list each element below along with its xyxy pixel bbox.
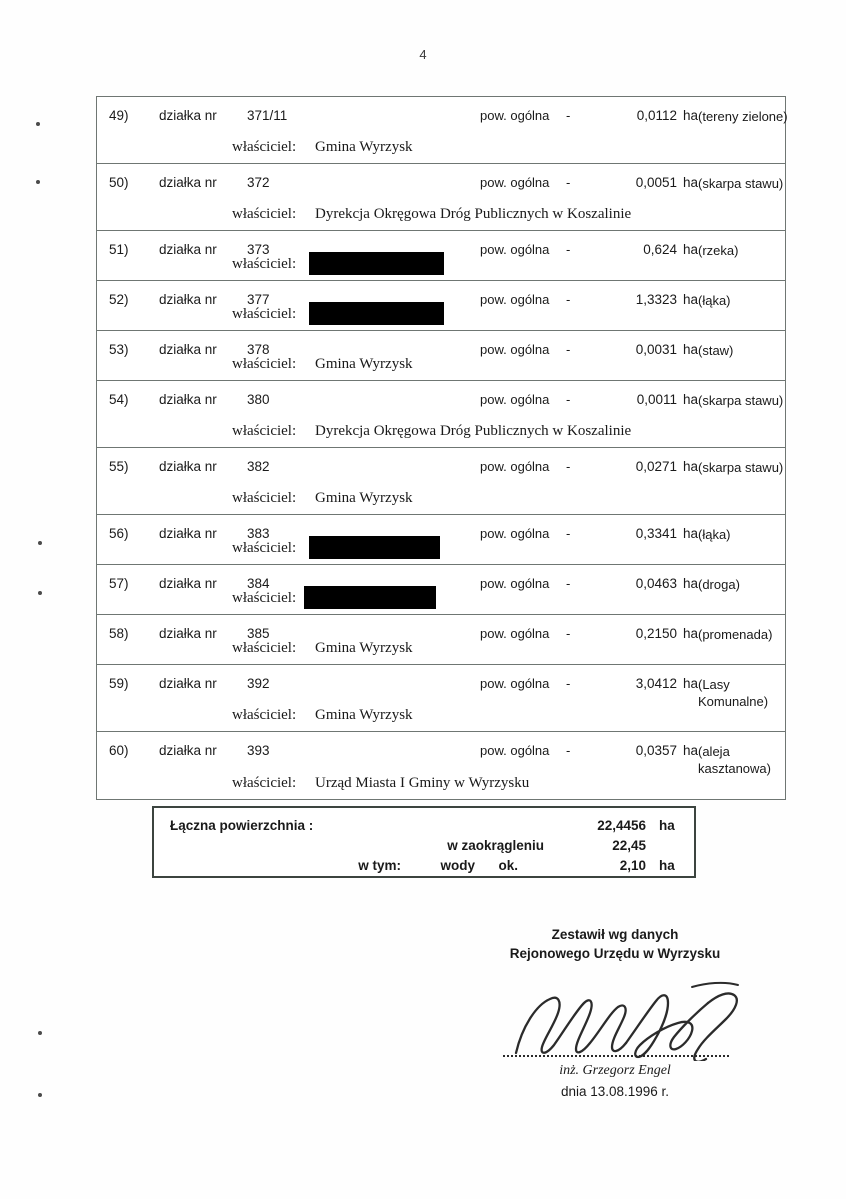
area-label: pow. ogólna	[480, 576, 550, 591]
area-dash: -	[566, 576, 571, 591]
signature-block	[440, 925, 790, 1099]
owner-name: Gmina Wyrzysk	[315, 640, 413, 656]
owner-name: Dyrekcja Okręgowa Dróg Publicznych w Koszalinie	[315, 423, 632, 439]
parcel-label: działka nr	[159, 626, 217, 641]
area-dash: -	[566, 108, 571, 123]
page-number: 4	[419, 47, 427, 62]
area-value: 0,0011	[636, 392, 677, 407]
row-index: 52)	[109, 292, 129, 307]
owner-name: Urząd Miasta I Gminy w Wyrzysku	[315, 775, 530, 791]
owner-name: Gmina Wyrzysk	[315, 707, 413, 723]
area-value: 0,2150	[635, 626, 677, 641]
area-dash: -	[566, 626, 571, 641]
area-dash: -	[566, 459, 571, 474]
handwritten-signature-icon	[492, 969, 762, 1061]
summary-total-value: 22,4456	[597, 818, 646, 833]
summary-total-unit: ha	[659, 818, 675, 833]
area-dash: -	[566, 342, 571, 357]
parcel-label: działka nr	[159, 392, 217, 407]
parcel-description: (łąka)	[698, 293, 731, 308]
redaction-bar	[309, 302, 444, 325]
area-label: pow. ogólna	[480, 526, 550, 541]
parcel-label: działka nr	[159, 459, 217, 474]
parcel-label: działka nr	[159, 175, 217, 190]
row-index: 50)	[109, 175, 129, 190]
owner-label: właściciel:	[232, 256, 297, 272]
scan-speck	[38, 541, 42, 545]
parcel-label: działka nr	[159, 526, 217, 541]
table-row	[97, 615, 785, 665]
scan-speck	[38, 1093, 42, 1097]
parcel-main-line	[97, 392, 785, 408]
owner-name: Dyrekcja Okręgowa Dróg Publicznych w Koszalinie	[315, 206, 632, 222]
parcel-label: działka nr	[159, 292, 217, 307]
area-unit: ha	[683, 526, 699, 541]
table-row	[97, 97, 788, 164]
owner-label: właściciel:	[232, 640, 297, 656]
parcel-main-line	[97, 175, 785, 191]
area-value: 0,0357	[635, 743, 677, 758]
area-value: 0,3341	[635, 526, 677, 541]
parcel-main-line	[97, 743, 785, 776]
owner-name: Gmina Wyrzysk	[315, 490, 413, 506]
table-row	[97, 281, 785, 331]
area-label: pow. ogólna	[480, 342, 550, 357]
summary-total-label: Łączna powierzchnia :	[170, 818, 314, 833]
parcel-main-line	[97, 108, 788, 124]
parcel-number: 377	[247, 292, 270, 307]
parcel-label: działka nr	[159, 676, 217, 691]
parcel-description: (skarpa stawu)	[698, 176, 784, 191]
summary-water-value: 2,10	[619, 858, 646, 873]
parcel-label: działka nr	[159, 743, 217, 758]
table-row	[97, 448, 785, 515]
row-index: 55)	[109, 459, 129, 474]
table-row	[97, 164, 785, 231]
area-unit: ha	[683, 175, 699, 190]
area-value: 0,0271	[635, 459, 677, 474]
area-value: 0,0463	[635, 576, 677, 591]
signature-heading-line2: Rejonowego Urzędu w Wyrzysku	[509, 946, 721, 961]
parcel-description: (promenada)	[698, 627, 773, 642]
signature-area	[440, 967, 790, 1099]
parcel-description: (rzeka)	[698, 243, 739, 258]
owner-label: właściciel:	[232, 540, 297, 556]
area-value: 0,0031	[635, 342, 677, 357]
parcel-number: 393	[247, 743, 270, 758]
area-dash: -	[566, 526, 571, 541]
owner-line	[97, 775, 785, 793]
row-index: 51)	[109, 242, 129, 257]
parcel-description: (droga)	[698, 577, 740, 592]
area-unit: ha	[683, 242, 699, 257]
table-row	[97, 665, 785, 732]
area-label: pow. ogólna	[480, 743, 550, 758]
parcel-table	[96, 96, 786, 800]
summary-water-label: w tym:	[358, 858, 401, 873]
area-label: pow. ogólna	[480, 676, 550, 691]
owner-line	[97, 707, 785, 725]
row-index: 49)	[109, 108, 129, 123]
parcel-label: działka nr	[159, 576, 217, 591]
owner-label: właściciel:	[232, 707, 297, 723]
area-label: pow. ogólna	[480, 108, 550, 123]
area-dash: -	[566, 292, 571, 307]
owner-label: właściciel:	[232, 775, 297, 791]
owner-line	[97, 356, 785, 374]
parcel-number: 373	[247, 242, 270, 257]
scan-speck	[38, 591, 42, 595]
owner-label: właściciel:	[232, 423, 297, 439]
area-dash: -	[566, 175, 571, 190]
area-label: pow. ogólna	[480, 459, 550, 474]
table-row	[97, 565, 785, 615]
summary-water-unit: ha	[659, 858, 675, 873]
area-value: 0,0112	[636, 108, 677, 123]
table-row	[97, 515, 785, 565]
owner-name: Gmina Wyrzysk	[315, 356, 413, 372]
parcel-description: (aleja kasztanowa)	[698, 744, 771, 776]
area-unit: ha	[683, 108, 699, 123]
parcel-number: 383	[247, 526, 270, 541]
owner-line	[97, 256, 785, 274]
owner-name: Gmina Wyrzysk	[315, 139, 413, 155]
signature-heading-line1: Zestawił wg danych	[551, 927, 679, 942]
parcel-description: (łąka)	[698, 527, 731, 542]
summary-water-kind: wody	[440, 858, 475, 873]
area-dash: -	[566, 392, 571, 407]
summary-water-approx: ok.	[498, 858, 518, 873]
parcel-number: 385	[247, 626, 270, 641]
area-dash: -	[566, 676, 571, 691]
parcel-description: (Lasy Komunalne)	[698, 677, 769, 709]
table-row	[97, 381, 785, 448]
owner-line	[97, 640, 785, 658]
parcel-number: 372	[247, 175, 270, 190]
signature-line	[503, 1055, 729, 1057]
table-row	[97, 331, 785, 381]
area-unit: ha	[683, 676, 699, 691]
area-value: 0,624	[643, 242, 677, 257]
owner-line	[97, 206, 785, 224]
row-index: 56)	[109, 526, 129, 541]
table-row	[97, 231, 785, 281]
owner-label: właściciel:	[232, 590, 297, 606]
parcel-label: działka nr	[159, 108, 217, 123]
summary-rounded-value: 22,45	[612, 838, 646, 853]
row-index: 59)	[109, 676, 129, 691]
signature-date: dnia 13.08.1996 r.	[560, 1084, 670, 1099]
owner-label: właściciel:	[232, 306, 297, 322]
parcel-description: (skarpa stawu)	[698, 460, 784, 475]
area-value: 1,3323	[635, 292, 677, 307]
row-index: 53)	[109, 342, 129, 357]
area-label: pow. ogólna	[480, 292, 550, 307]
summary-box	[152, 806, 696, 878]
owner-line	[97, 540, 785, 558]
area-label: pow. ogólna	[480, 175, 550, 190]
owner-line	[97, 139, 785, 157]
area-value: 0,0051	[635, 175, 677, 190]
owner-line	[97, 590, 785, 608]
parcel-number: 371/11	[247, 108, 288, 123]
area-unit: ha	[683, 342, 699, 357]
scan-speck	[36, 122, 40, 126]
area-value: 3,0412	[635, 676, 677, 691]
parcel-description: (tereny zielone)	[698, 109, 788, 124]
parcel-label: działka nr	[159, 342, 217, 357]
area-unit: ha	[683, 459, 699, 474]
parcel-number: 378	[247, 342, 270, 357]
area-dash: -	[566, 242, 571, 257]
parcel-number: 382	[247, 459, 270, 474]
owner-line	[97, 423, 785, 441]
parcel-label: działka nr	[159, 242, 217, 257]
row-index: 57)	[109, 576, 129, 591]
parcel-main-line	[97, 459, 785, 475]
parcel-number: 392	[247, 676, 270, 691]
redaction-bar	[309, 252, 444, 275]
redaction-bar	[304, 586, 436, 609]
area-unit: ha	[683, 292, 699, 307]
row-index: 58)	[109, 626, 129, 641]
owner-line	[97, 490, 785, 508]
signature-name: inż. Grzegorz Engel	[559, 1063, 671, 1078]
area-dash: -	[566, 743, 571, 758]
area-unit: ha	[683, 743, 699, 758]
area-label: pow. ogólna	[480, 392, 550, 407]
scan-speck	[36, 180, 40, 184]
owner-label: właściciel:	[232, 139, 297, 155]
row-index: 60)	[109, 743, 129, 758]
area-unit: ha	[683, 626, 699, 641]
parcel-main-line	[97, 676, 785, 709]
area-label: pow. ogólna	[480, 626, 550, 641]
owner-label: właściciel:	[232, 490, 297, 506]
parcel-number: 384	[247, 576, 270, 591]
parcel-number: 380	[247, 392, 270, 407]
owner-label: właściciel:	[232, 206, 297, 222]
area-label: pow. ogólna	[480, 242, 550, 257]
area-unit: ha	[683, 576, 699, 591]
owner-label: właściciel:	[232, 356, 297, 372]
summary-rounded-label: w zaokrągleniu	[447, 838, 544, 853]
parcel-description: (skarpa stawu)	[698, 393, 784, 408]
area-unit: ha	[683, 392, 699, 407]
row-index: 54)	[109, 392, 129, 407]
owner-line	[97, 306, 785, 324]
scan-speck	[38, 1031, 42, 1035]
table-row	[97, 732, 785, 799]
redaction-bar	[309, 536, 440, 559]
parcel-description: (staw)	[698, 343, 734, 358]
